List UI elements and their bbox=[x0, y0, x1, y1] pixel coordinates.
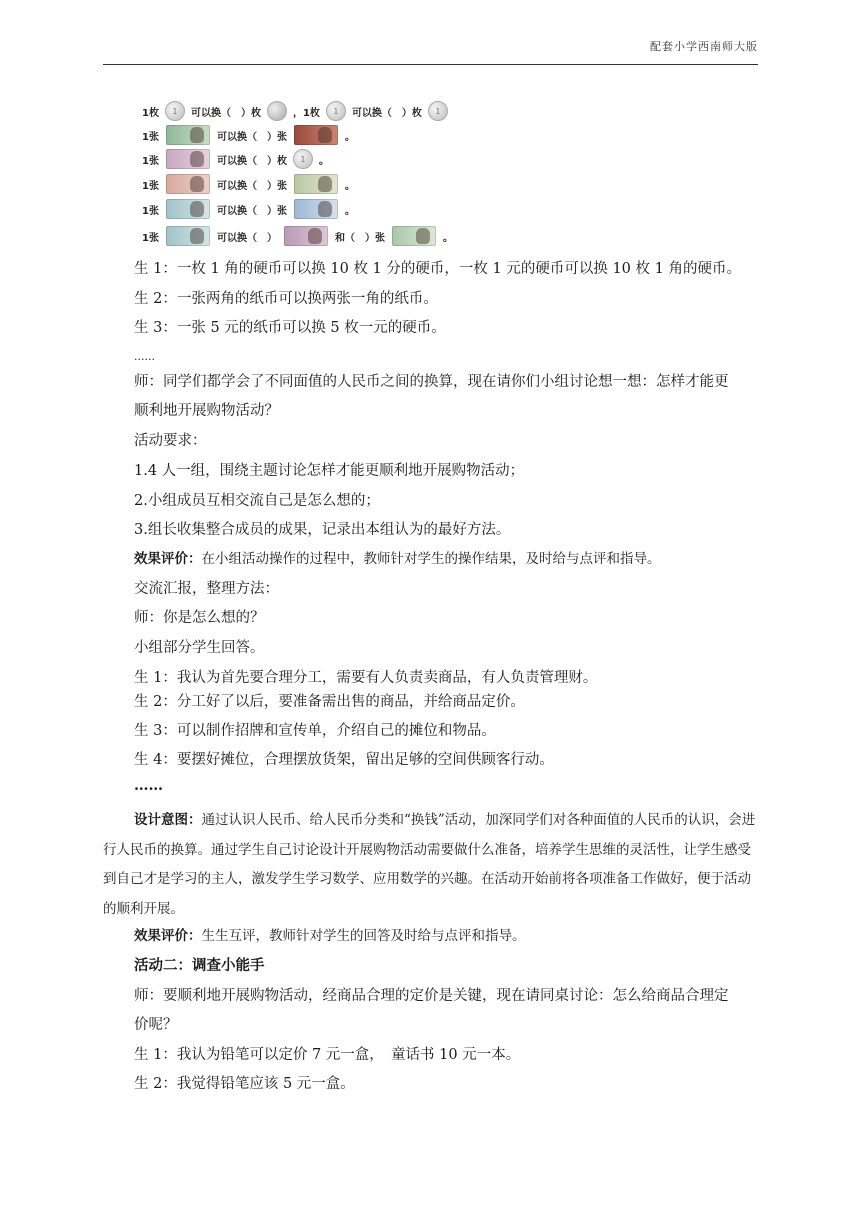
student-answer: 生 1：我认为首先要合理分工，需要有人负责卖商品，有人负责管理财。 bbox=[134, 670, 598, 686]
exercise-row-6 bbox=[138, 225, 457, 247]
exercise-text: 。 bbox=[344, 180, 355, 192]
banknote-icon bbox=[284, 226, 328, 246]
teacher-line: 师：同学们都学会了不同面值的人民币之间的换算，现在请你们小组讨论想一想：怎样才能更 bbox=[134, 374, 729, 390]
exercise-row-1 bbox=[138, 100, 450, 122]
requirements-title: 活动要求： bbox=[134, 433, 207, 449]
exercise-row-5 bbox=[138, 198, 359, 220]
exercise-text: 1张 bbox=[142, 205, 159, 217]
student-answer: 生 4：要摆好摊位，合理摆放货架，留出足够的空间供顾客行动。 bbox=[134, 752, 554, 768]
student-answer: 生 2：分工好了以后，要准备需出售的商品，并给商品定价。 bbox=[134, 694, 525, 710]
banknote-icon bbox=[166, 226, 210, 246]
header-text: 配套小学西南师大版 bbox=[650, 40, 758, 53]
evaluation-line bbox=[134, 549, 661, 569]
requirement-item: 1.4 人一组，围绕主题讨论怎样才能更顺利地开展购物活动； bbox=[134, 463, 525, 479]
exercise-text: 1枚 bbox=[142, 107, 159, 119]
exercise-text: 。 bbox=[318, 155, 329, 167]
ellipsis: ...... bbox=[134, 350, 155, 363]
teacher-line: 师：你是怎么想的？ bbox=[134, 610, 265, 626]
ellipsis: …… bbox=[134, 777, 163, 794]
evaluation-line bbox=[134, 926, 526, 946]
student-answer: 生 3：可以制作招牌和宣传单，介绍自己的摊位和物品。 bbox=[134, 723, 496, 739]
student-line: 生 1：一枚 1 角的硬币可以换 10 枚 1 分的硬币，一枚 1 元的硬币可以换 10 枚 1 角的硬币。 bbox=[134, 261, 741, 277]
exercise-text: 可以换（ ）枚 bbox=[190, 107, 261, 119]
exercise-text: 可以换（ ） bbox=[216, 232, 277, 244]
exercise-text: 。 bbox=[344, 205, 355, 217]
exercise-row-4 bbox=[138, 173, 359, 195]
banknote-icon bbox=[166, 149, 210, 169]
exercise-row-3 bbox=[138, 148, 333, 170]
exercise-text: 。 bbox=[344, 131, 355, 143]
group-answer-line: 小组部分学生回答。 bbox=[134, 640, 265, 656]
exercise-text: 可以换（ ）枚 bbox=[216, 155, 287, 167]
exercise-text: 1张 bbox=[142, 131, 159, 143]
page-header bbox=[103, 36, 758, 65]
exercise-text: 和（ ）张 bbox=[334, 232, 385, 244]
evaluation-label: 效果评价： bbox=[134, 551, 202, 567]
banknote-icon bbox=[392, 226, 436, 246]
requirement-item: 2.小组成员互相交流自己是怎么想的； bbox=[134, 493, 380, 509]
banknote-icon bbox=[294, 174, 338, 194]
exercise-text: 。 bbox=[442, 232, 453, 244]
coin-icon bbox=[267, 101, 287, 121]
teacher-line-cont: 顺利地开展购物活动？ bbox=[134, 403, 279, 419]
activity-heading: 活动二：调查小能手 bbox=[134, 957, 265, 974]
coin-icon: 1 bbox=[165, 101, 185, 121]
exercise-text: 1张 bbox=[142, 232, 159, 244]
design-intent-text: 通过认识人民币、给人民币分类和“换钱”活动，加深同学们对各种面值的人民币的认识，会进行人民币的换算。通过学生自己讨论设计开展购物活动需要做什么准备，培养学生思维的灵活性，让学生感受到自己才是学习的主人，激发学生学习数学、应用数学的兴趣。在活动开始前将各项准备工作做好，便于活动的顺利开展。 bbox=[103, 812, 756, 917]
student-line: 生 2：我觉得铅笔应该 5 元一盒。 bbox=[134, 1076, 355, 1092]
exercise-text: ，1枚 bbox=[292, 107, 320, 119]
coin-icon: 1 bbox=[428, 101, 448, 121]
student-line: 生 2：一张两角的纸币可以换两张一角的纸币。 bbox=[134, 291, 438, 307]
banknote-icon bbox=[166, 125, 210, 145]
evaluation-text: 生生互评，教师针对学生的回答及时给与点评和指导。 bbox=[201, 928, 526, 944]
requirement-item: 3.组长收集整合成员的成果，记录出本组认为的最好方法。 bbox=[134, 522, 511, 538]
exchange-line: 交流汇报，整理方法： bbox=[134, 581, 279, 597]
evaluation-text: 在小组活动操作的过程中，教师针对学生的操作结果，及时给与点评和指导。 bbox=[201, 551, 661, 567]
exercise-text: 1张 bbox=[142, 155, 159, 167]
design-intent-paragraph bbox=[103, 806, 758, 924]
evaluation-label: 效果评价： bbox=[134, 928, 202, 944]
student-line: 生 3：一张 5 元的纸币可以换 5 枚一元的硬币。 bbox=[134, 320, 446, 336]
banknote-icon bbox=[166, 199, 210, 219]
exercise-row-2 bbox=[138, 124, 359, 146]
exercise-text: 可以换（ ）枚 bbox=[351, 107, 422, 119]
exercise-text: 1张 bbox=[142, 180, 159, 192]
coin-icon: 1 bbox=[293, 149, 313, 169]
teacher-line: 师：要顺利地开展购物活动，经商品合理的定价是关键，现在请同桌讨论：怎么给商品合理定 bbox=[134, 988, 729, 1004]
exercise-text: 可以换（ ）张 bbox=[216, 205, 287, 217]
exercise-text: 可以换（ ）张 bbox=[216, 131, 287, 143]
exercise-text: 可以换（ ）张 bbox=[216, 180, 287, 192]
design-intent-label: 设计意图： bbox=[134, 812, 202, 828]
student-line: 生 1：我认为铅笔可以定价 7 元一盒， 童话书 10 元一本。 bbox=[134, 1047, 521, 1063]
coin-icon: 1 bbox=[326, 101, 346, 121]
banknote-icon bbox=[294, 125, 338, 145]
teacher-line-cont: 价呢？ bbox=[134, 1017, 178, 1033]
banknote-icon bbox=[166, 174, 210, 194]
banknote-icon bbox=[294, 199, 338, 219]
